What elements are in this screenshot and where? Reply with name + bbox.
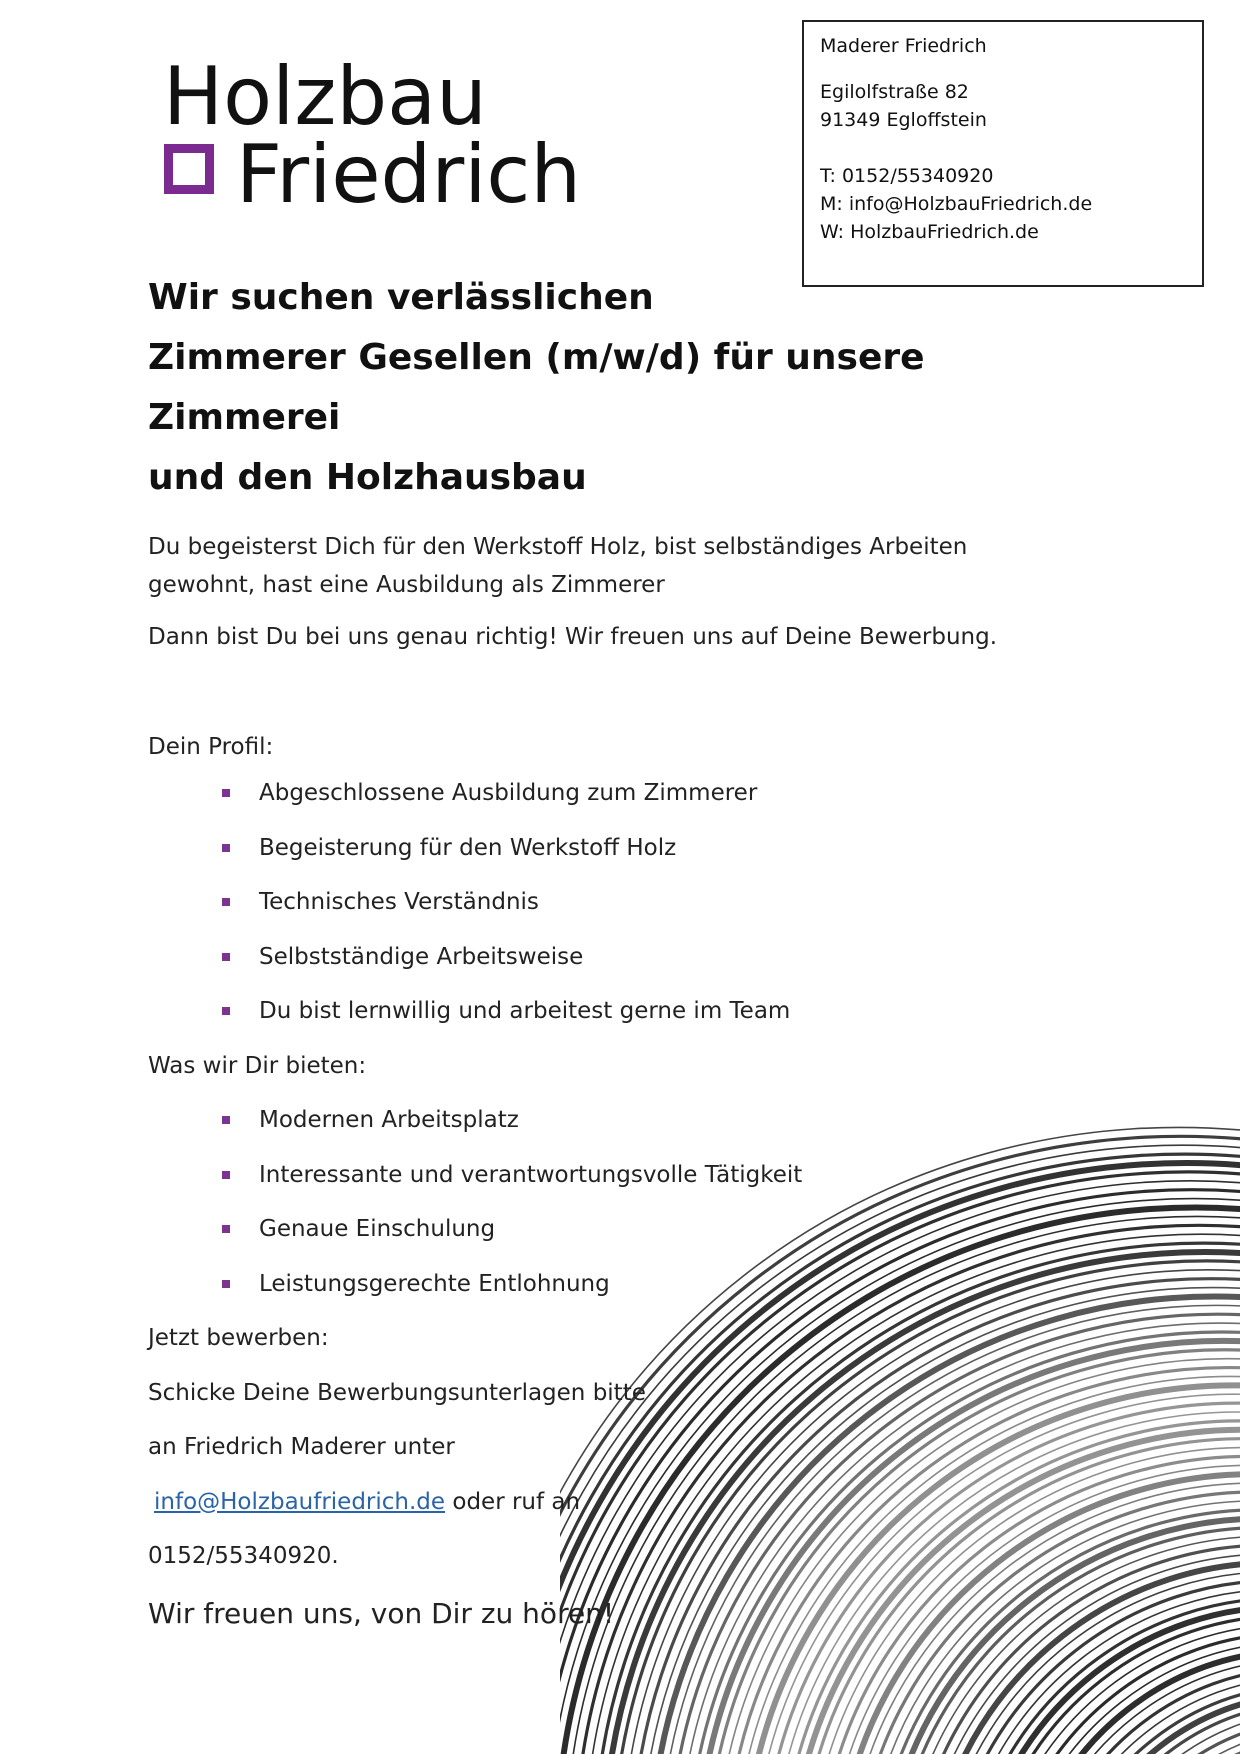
intro-line3: Dann bist Du bei uns genau richtig! Wir freuen uns auf Deine Bewerbung. xyxy=(148,624,998,650)
logo-square-icon xyxy=(164,144,214,194)
contact-mail: M: info@HolzbauFriedrich.de xyxy=(820,193,1093,215)
profile-heading: Dein Profil: xyxy=(148,734,274,760)
bullet-icon xyxy=(222,789,230,797)
logo-text-line1: Holzbau xyxy=(163,50,487,143)
contact-phone: T: 0152/55340920 xyxy=(820,165,994,187)
apply-phone: 0152/55340920. xyxy=(148,1543,339,1569)
list-item: Leistungsgerechte Entlohnung xyxy=(222,1257,1108,1312)
apply-heading: Jetzt bewerben: xyxy=(148,1325,329,1351)
list-item: Begeisterung für den Werkstoff Holz xyxy=(222,821,1108,876)
contact-web: W: HolzbauFriedrich.de xyxy=(820,221,1039,243)
company-logo xyxy=(163,50,643,221)
list-item: Technisches Verständnis xyxy=(222,875,1108,930)
intro-line2: gewohnt, hast eine Ausbildung als Zimmerer xyxy=(148,572,665,598)
bullet-icon xyxy=(222,1225,230,1233)
apply-email-line xyxy=(148,1475,1108,1530)
list-item: Genaue Einschulung xyxy=(222,1202,1108,1257)
closing-line: Wir freuen uns, von Dir zu hören! xyxy=(148,1596,615,1630)
contact-box xyxy=(802,20,1204,287)
email-suffix: oder ruf an xyxy=(445,1488,581,1515)
headline xyxy=(148,268,1108,508)
headline-line3: und den Holzhausbau xyxy=(148,457,587,498)
headline-line2: Zimmerer Gesellen (m/w/d) für unsere Zimmerei xyxy=(148,337,925,438)
list-item: Modernen Arbeitsplatz xyxy=(222,1093,1108,1148)
bullet-icon xyxy=(222,953,230,961)
bullet-icon xyxy=(222,1171,230,1179)
logo-text-line2: Friedrich xyxy=(236,128,582,221)
list-item: Selbstständige Arbeitsweise xyxy=(222,930,1108,985)
contact-street: Egilolfstraße 82 xyxy=(820,81,969,103)
email-link[interactable]: info@Holzbaufriedrich.de xyxy=(154,1488,446,1515)
bullet-icon xyxy=(222,1280,230,1288)
list-item: Interessante und verantwortungsvolle Tätigkeit xyxy=(222,1148,1108,1203)
list-item: Du bist lernwillig und arbeitest gerne im Team xyxy=(222,984,1108,1039)
profile-list xyxy=(148,766,1108,1039)
bullet-icon xyxy=(222,1007,230,1015)
contact-name: Maderer Friedrich xyxy=(820,35,987,57)
intro-line1: Du begeisterst Dich für den Werkstoff Holz, bist selbständiges Arbeiten xyxy=(148,534,968,560)
offer-list xyxy=(148,1093,1108,1311)
intro-paragraph xyxy=(148,528,1108,604)
bullet-icon xyxy=(222,898,230,906)
apply-line1: Schicke Deine Bewerbungsunterlagen bitte xyxy=(148,1379,646,1406)
bullet-icon xyxy=(222,1116,230,1124)
apply-line2: an Friedrich Maderer unter xyxy=(148,1434,455,1460)
headline-line1: Wir suchen verlässlichen xyxy=(148,277,654,318)
job-ad-content xyxy=(148,268,1108,1644)
offer-heading: Was wir Dir bieten: xyxy=(148,1052,367,1079)
contact-city: 91349 Egloffstein xyxy=(820,109,987,131)
bullet-icon xyxy=(222,844,230,852)
list-item: Abgeschlossene Ausbildung zum Zimmerer xyxy=(222,766,1108,821)
